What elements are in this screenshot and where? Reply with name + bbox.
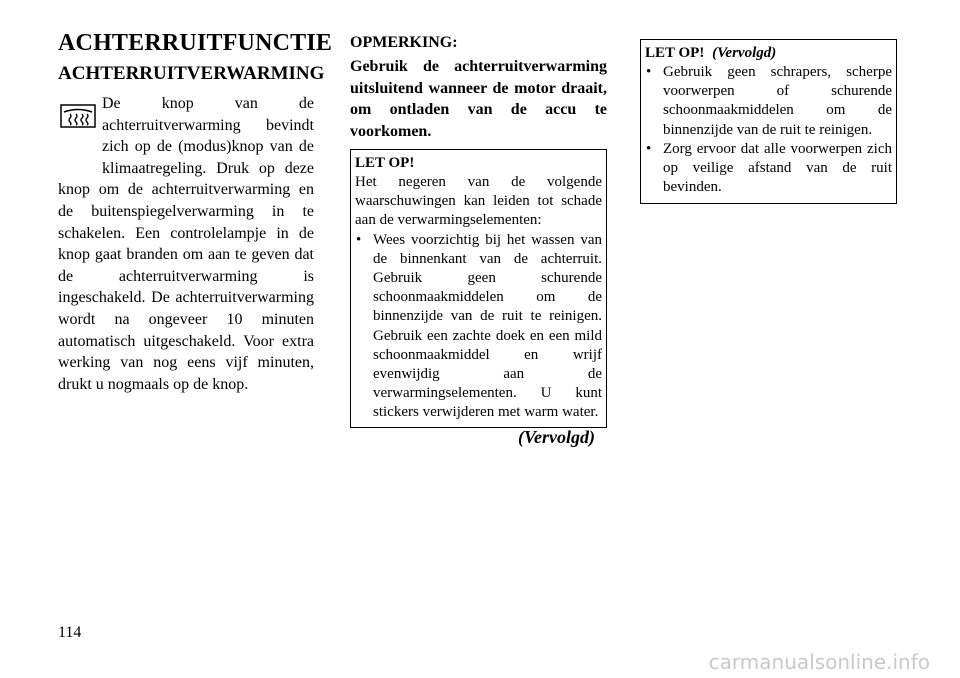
- bullet-icon: •: [356, 231, 362, 248]
- warning-item: [645, 63, 892, 140]
- warning-continued-label: (Vervolgd): [712, 45, 777, 61]
- warning-box-continued: [640, 39, 897, 204]
- intro-paragraph-block: [58, 93, 314, 395]
- subsection-heading: ACHTERRUITVERWARMING: [58, 63, 325, 84]
- warning-list: [645, 63, 892, 197]
- warning-intro: Het negeren van de volgende waarschuwingen kan leiden tot schade aan de verwarmingselementen:: [355, 174, 602, 229]
- page-number: 114: [58, 624, 82, 641]
- warning-box: [350, 149, 607, 428]
- bullet-icon: •: [646, 64, 652, 80]
- section-heading: ACHTERRUITFUNCTIE: [58, 30, 333, 56]
- warning-title: [645, 44, 892, 63]
- note-text: Gebruik de achterruitverwarming uitsluitend wanneer de motor draait, om ontladen van de accu te voorkomen.: [350, 58, 607, 140]
- warning-item-text: Gebruik geen schrapers, scherpe voorwerpen of schurende schoonmaakmiddelen om de binnenzijde van de ruit te reinigen.: [663, 64, 892, 138]
- warning-item: [645, 140, 892, 198]
- intro-paragraph: De knop van de achterruitverwarming bevindt zich op de (modus)knop van de klimaatregeling. Druk op deze knop om de achterruitverwarming en de buitenspiegelverwarming in te schakelen. Een controlelampje in de knop gaat branden om aan te geven dat de achterruitverwarming is ingeschakeld. De achterruitverwarming wordt na ongeveer 10 minuten automatisch uitgeschakeld. Voor extra werking van nog eens vijf minuten, drukt u nogmaals op de knop.: [58, 95, 314, 393]
- bullet-icon: •: [646, 140, 652, 157]
- warning-item: [355, 231, 602, 423]
- note-label: OPMERKING:: [350, 34, 458, 51]
- continued-label: (Vervolgd): [518, 427, 595, 447]
- warning-list: [355, 231, 602, 423]
- warning-item-text: Wees voorzichtig bij het wassen van de binnenkant van de achterruit. Gebruik geen schurende schoonmaakmiddelen om de binnenzijde van de ruit te reinigen. Gebruik een zachte doek en een mild schoonmaakmiddel en wrijf evenwijdig aan de verwarmingselementen. U kunt stickers verwijderen met warm water.: [373, 231, 602, 421]
- icon-spacer: [58, 93, 102, 159]
- watermark: carmanualsonline.info: [708, 650, 930, 674]
- warning-item-text: Zorg ervoor dat alle voorwerpen zich op veilige afstand van de ruit bevinden.: [663, 140, 892, 196]
- warning-title: LET OP!: [355, 155, 415, 171]
- warning-title-text: LET OP!: [645, 45, 705, 61]
